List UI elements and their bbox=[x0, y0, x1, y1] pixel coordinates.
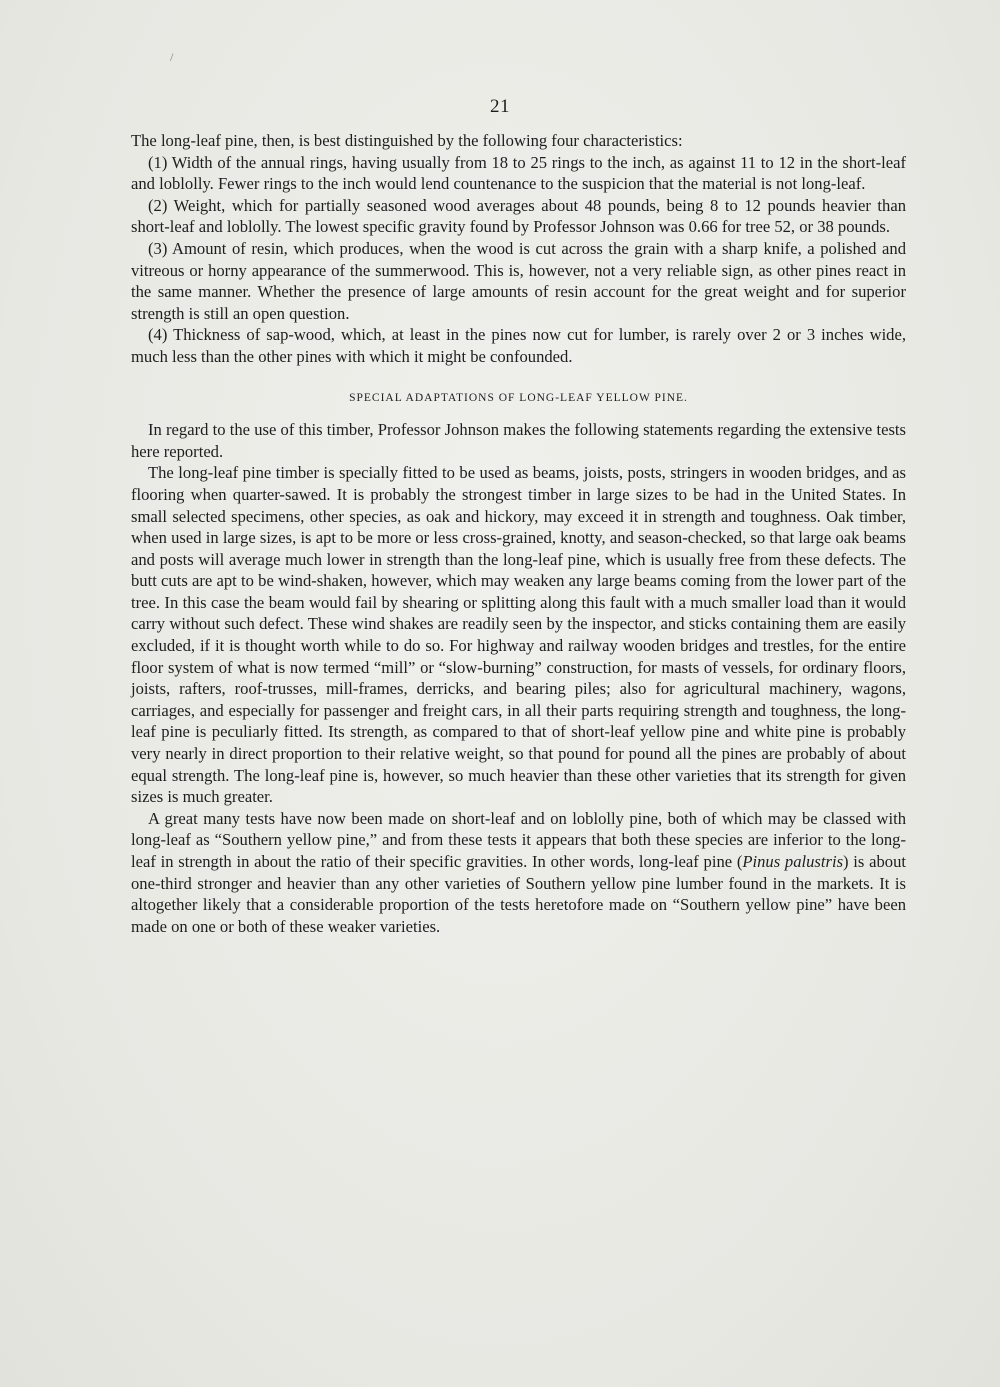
body-text bbox=[131, 130, 906, 937]
paragraph-comparison-after: ) is about one-third stronger and heavier than any other varieties of Southern yellow pine lumber found in the markets. It is altogether likely that a considerable proportion of the tests heretofore made on “Southern yellow pine” have been made on one or both of these weaker varieties. bbox=[131, 852, 906, 936]
paragraph-comparison-before: A great many tests have now been made on short-leaf and on loblolly pine, both of which may be classed with long-leaf as “Southern yellow pine,” and from these tests it appears that both these species are inferior to the long-leaf in strength in about the ratio of their specific gravities. In other words, long-leaf pine ( bbox=[131, 808, 906, 871]
characteristic-3: (3) Amount of resin, which produces, when the wood is cut across the grain with a sharp knife, a polished and vitreous or horny appearance of the summerwood. This is, however, not a very reliable sign, as other pines react in the same manner. Whether the presence of large amounts of resin account for the great weight and for superior strength is still an open question. bbox=[131, 238, 906, 323]
section-heading: SPECIAL ADAPTATIONS OF LONG-LEAF YELLOW PINE. bbox=[349, 391, 688, 404]
paper-speck-mark: / bbox=[170, 50, 174, 64]
characteristics-intro: The long-leaf pine, then, is best distinguished by the following four characteristics: bbox=[131, 131, 683, 150]
characteristic-4: (4) Thickness of sap-wood, which, at least in the pines now cut for lumber, is rarely over 2 or 3 inches wide, much less than the other pines with which it might be confounded. bbox=[131, 325, 906, 366]
paragraph-comparison bbox=[131, 808, 906, 938]
characteristic-2: (2) Weight, which for partially seasoned wood averages about 48 pounds, being 8 to 12 pounds heavier than short-leaf and loblolly. The lowest specific gravity found by Professor Johnson was 0.66 for tree 52, or 38 pounds. bbox=[131, 195, 906, 237]
characteristic-1: (1) Width of the annual rings, having usually from 18 to 25 rings to the inch, as against 11 to 12 in the short-leaf and loblolly. Fewer rings to the inch would lend countenance to the suspicion that the material is not long-leaf. bbox=[131, 152, 906, 194]
species-name: Pinus palustris bbox=[742, 852, 844, 871]
paragraph-uses: The long-leaf pine timber is specially fitted to be used as beams, joists, posts, stringers in wooden bridges, and as flooring when quarter-sawed. It is probably the strongest timber in large sizes to be had in the United States. In small selected specimens, other species, as oak and hickory, may exceed it in strength and toughness. Oak timber, when used in large sizes, is apt to be more or less cross-grained, knotty, and season-checked, so that large oak beams and posts will average much lower in strength than the long-leaf pine, which is usually free from these defects. The butt cuts are apt to be wind-shaken, however, which may weaken any large beams coming from the lower part of the tree. In this case the beam would fail by shearing or splitting along this fault with a much smaller load than it would carry without such defect. These wind shakes are readily seen by the inspector, and sticks containing them are easily excluded, if it is thought worth while to do so. For highway and railway wooden bridges and trestles, for the entire floor system of what is now termed “mill” or “slow-burning” construction, for masts of vessels, for ordinary floors, joists, rafters, roof-trusses, mill-frames, derricks, and bearing piles; also for agricultural machinery, wagons, carriages, and especially for passenger and freight cars, in all their parts requiring strength and toughness, the long-leaf pine is peculiarly fitted. Its strength, as compared to that of short-leaf yellow pine and white pine is probably very nearly in direct proportion to their relative weight, so that pound for pound all the pines are probably of about equal strength. The long-leaf pine is, however, so much heavier than these other varieties that its strength for given sizes is much greater. bbox=[131, 463, 906, 807]
paragraph-intro: In regard to the use of this timber, Professor Johnson makes the following statements regarding the extensive tests here reported. bbox=[131, 420, 906, 461]
page-number: 21 bbox=[490, 96, 510, 117]
